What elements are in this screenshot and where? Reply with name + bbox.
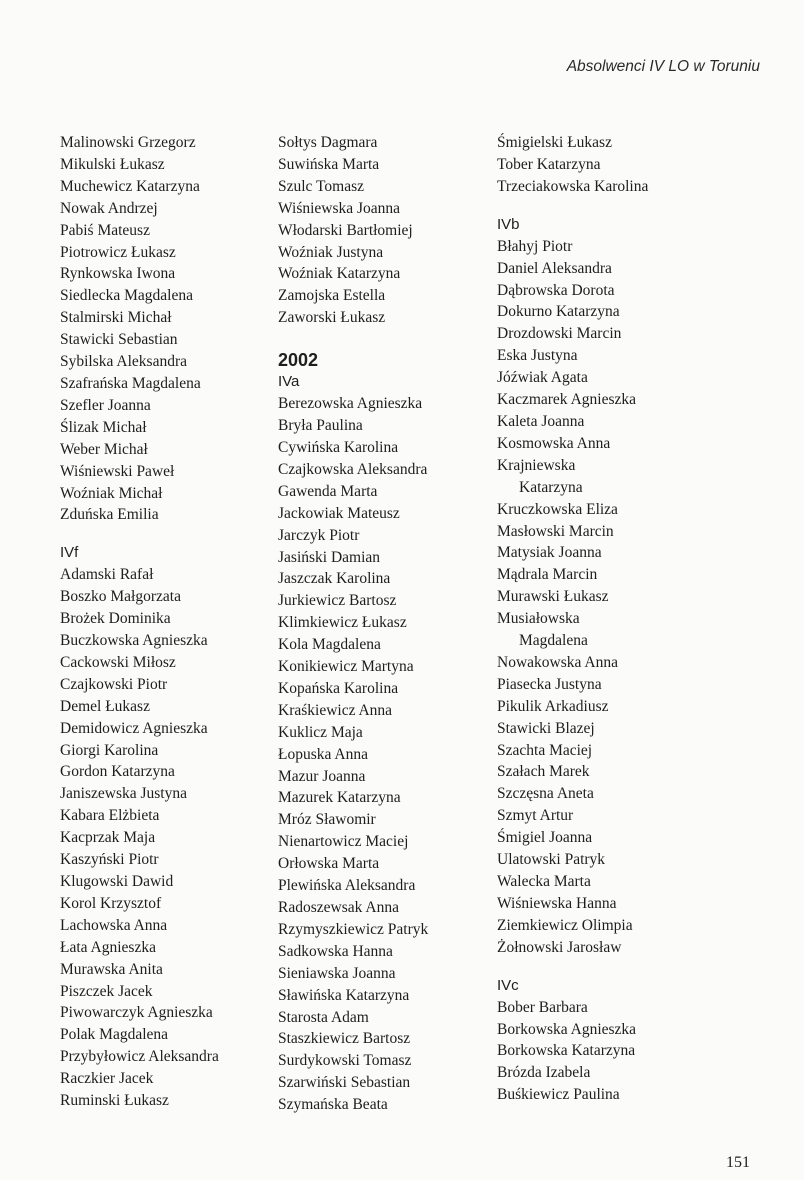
graduate-name: Malinowski Grzegorz (60, 134, 196, 151)
graduate-name: Siedlecka Magdalena (60, 287, 193, 305)
graduate-name: Surdykowski Tomasz (278, 1052, 412, 1070)
graduate-name: Piszczek Jacek (60, 982, 153, 1000)
graduate-name: Cywińska Karolina (278, 438, 399, 456)
graduate-name: Wiśniewska Hanna (497, 894, 617, 912)
graduate-name: Weber Michał (60, 440, 148, 458)
column-1 (60, 132, 219, 1112)
graduate-name: Murawski Łukasz (497, 588, 609, 606)
column-2 (278, 132, 428, 1116)
graduate-name: Błahyj Piotr (497, 237, 573, 255)
graduate-name: Szczęsna Aneta (497, 785, 594, 803)
graduate-name: Trzeciakowska Karolina (497, 177, 649, 195)
graduate-name: Berezowska Agnieszka (278, 395, 423, 413)
graduate-name: Konikiewicz Martyna (278, 658, 414, 676)
graduate-name: Klimkiewicz Łukasz (278, 614, 407, 632)
graduate-name: Zamojska Estella (278, 287, 386, 305)
graduate-name: Jurkiewicz Bartosz (278, 592, 397, 610)
graduate-name: Jackowiak Mateusz (278, 504, 400, 522)
graduate-name: Kraśkiewicz Anna (278, 701, 393, 719)
graduate-name: Klugowski Dawid (60, 873, 174, 890)
graduate-name: Stawicki Sebastian (60, 331, 178, 349)
graduate-name: Szachta Maciej (497, 741, 593, 759)
graduate-name: Daniel Aleksandra (497, 259, 612, 277)
graduate-name: Szymańska Beata (278, 1096, 388, 1114)
graduate-name: Dokurno Katarzyna (497, 303, 620, 321)
graduate-name: Suwińska Marta (278, 155, 380, 173)
graduate-name: Janiszewska Justyna (60, 785, 187, 803)
graduate-name: Piwowarczyk Agnieszka (60, 1004, 213, 1022)
graduate-name: Szafrańska Magdalena (60, 374, 201, 392)
graduate-name: Wiśniewska Joanna (278, 199, 401, 217)
graduate-name: Kaczmarek Agnieszka (497, 391, 637, 409)
graduate-name: Sołtys Dagmara (278, 134, 378, 151)
graduate-name: Czajkowski Piotr (60, 675, 168, 693)
graduate-name: Sadkowska Hanna (278, 942, 393, 960)
graduate-name: Drozdowski Marcin (497, 325, 622, 343)
graduate-name: Dąbrowska Dorota (497, 281, 615, 299)
graduate-name: Mróz Sławomir (278, 811, 376, 829)
graduate-name: Musiałowska (497, 610, 580, 628)
graduate-name: Łata Agnieszka (60, 938, 156, 956)
graduate-name: Murawska Anita (60, 960, 163, 978)
graduate-name: Radoszewsak Anna (278, 899, 399, 916)
graduate-name: Mazur Joanna (278, 767, 366, 785)
graduate-name: Łopuska Anna (278, 745, 368, 763)
graduate-name: Sieniawska Joanna (278, 964, 396, 982)
graduate-name: Mikulski Łukasz (60, 155, 165, 173)
graduate-name: Sybilska Aleksandra (60, 353, 187, 371)
graduate-name: Gawenda Marta (278, 482, 378, 500)
graduate-name: Czajkowska Aleksandra (278, 460, 428, 478)
graduate-name: Wiśniewski Paweł (60, 462, 175, 480)
graduate-name: Giorgi Karolina (60, 741, 159, 759)
graduate-name: Rzymyszkiewicz Patryk (278, 920, 429, 938)
graduate-name: Szarwiński Sebastian (278, 1074, 411, 1092)
graduate-name: Przybyłowicz Aleksandra (60, 1048, 219, 1066)
graduate-name: Gordon Katarzyna (60, 763, 175, 781)
graduate-name: Brożek Dominika (60, 610, 171, 628)
graduate-name: Ruminski Łukasz (60, 1092, 169, 1110)
graduate-name: Matysiak Joanna (497, 544, 602, 562)
graduate-name: Cackowski Miłosz (60, 653, 176, 671)
graduate-name: Szałach Marek (497, 763, 590, 781)
graduate-name: Starosta Adam (278, 1008, 369, 1026)
graduate-name: Piasecka Justyna (497, 675, 602, 693)
graduate-name: Żołnowski Jarosław (497, 938, 622, 956)
column-3 (497, 132, 648, 1106)
graduate-name: Kuklicz Maja (278, 723, 363, 741)
graduate-name: Bryła Paulina (278, 417, 363, 435)
graduate-name: Pabiś Mateusz (60, 221, 150, 239)
graduate-name: Rynkowska Iwona (60, 265, 176, 283)
graduate-name: Ślizak Michał (60, 418, 147, 436)
graduate-name: Kabara Elżbieta (60, 807, 160, 825)
graduate-name: Korol Krzysztof (60, 894, 162, 912)
graduate-name: Pikulik Arkadiusz (497, 697, 609, 715)
graduate-name: Nienartowicz Maciej (278, 833, 409, 851)
graduate-name: Mazurek Katarzyna (278, 789, 401, 807)
graduate-name: Magdalena (519, 632, 588, 650)
graduate-name: Staszkiewicz Bartosz (278, 1030, 411, 1048)
graduate-name: Woźniak Justyna (278, 243, 384, 261)
graduate-name: Sławińska Katarzyna (278, 986, 410, 1004)
graduate-name: Bober Barbara (497, 998, 588, 1016)
graduate-name: Demel Łukasz (60, 697, 150, 715)
graduate-name: Stalmirski Michał (60, 309, 172, 327)
graduate-name: Eska Justyna (497, 347, 578, 365)
graduate-name: Buśkiewicz Paulina (497, 1086, 620, 1104)
graduate-name: Muchewicz Katarzyna (60, 177, 200, 195)
graduate-name: Mądrala Marcin (497, 566, 598, 584)
graduate-name: Demidowicz Agnieszka (60, 719, 208, 737)
graduate-name: Kosmowska Anna (497, 434, 611, 452)
graduate-name: Woźniak Michał (60, 484, 163, 502)
graduate-name: Kacprzak Maja (60, 829, 156, 847)
year-heading: 2002 (278, 350, 319, 371)
graduate-name: Jaszczak Karolina (278, 570, 391, 588)
graduate-name: Jóźwiak Agata (497, 369, 588, 387)
graduate-name: Kaleta Joanna (497, 412, 585, 430)
graduate-name: Nowak Andrzej (60, 199, 158, 217)
graduate-name: Jasiński Damian (278, 548, 381, 566)
graduate-name: Ziemkiewicz Olimpia (497, 916, 633, 934)
graduate-name: Plewińska Aleksandra (278, 877, 416, 895)
graduate-name: Szmyt Artur (497, 807, 574, 825)
graduate-name: Raczkier Jacek (60, 1070, 154, 1088)
graduate-name: Woźniak Katarzyna (278, 265, 401, 283)
graduate-name: Piotrowicz Łukasz (60, 243, 176, 261)
graduate-name: Śmigielski Łukasz (497, 134, 612, 151)
class-heading: IVc (497, 976, 519, 994)
graduate-name: Lachowska Anna (60, 916, 168, 934)
graduate-name: Brózda Izabela (497, 1064, 591, 1082)
graduate-name: Borkowska Katarzyna (497, 1042, 636, 1060)
class-heading: IVb (497, 215, 520, 233)
graduate-name: Nowakowska Anna (497, 653, 618, 671)
class-heading: IVf (60, 544, 79, 562)
graduate-name: Masłowski Marcin (497, 522, 614, 540)
graduate-name: Włodarski Bartłomiej (278, 221, 413, 239)
graduate-name: Kaszyński Piotr (60, 851, 159, 869)
graduate-name: Stawicki Blazej (497, 719, 595, 737)
graduate-name: Śmigiel Joanna (497, 829, 593, 847)
class-heading: IVa (278, 373, 300, 391)
graduate-name: Zduńska Emilia (60, 506, 159, 524)
graduate-name: Orłowska Marta (278, 855, 380, 873)
graduate-name: Katarzyna (519, 478, 583, 496)
graduate-name: Walecka Marta (497, 873, 591, 890)
graduate-name: Kruczkowska Eliza (497, 500, 618, 518)
graduate-name: Buczkowska Agnieszka (60, 632, 208, 650)
graduate-name: Szulc Tomasz (278, 177, 365, 195)
graduate-name: Tober Katarzyna (497, 155, 601, 173)
graduate-name: Adamski Rafał (60, 566, 154, 584)
graduate-name: Zaworski Łukasz (278, 309, 386, 327)
graduate-name: Boszko Małgorzata (60, 588, 181, 606)
graduate-name: Borkowska Agnieszka (497, 1020, 637, 1038)
graduate-name: Kopańska Karolina (278, 679, 399, 697)
graduate-name: Szefler Joanna (60, 396, 151, 414)
graduate-name: Jarczyk Piotr (278, 526, 360, 544)
graduate-name: Krajniewska (497, 456, 576, 474)
running-header: Absolwenci IV LO w Toruniu (566, 58, 760, 75)
graduate-name: Polak Magdalena (60, 1026, 169, 1044)
page-number: 151 (726, 1154, 750, 1171)
graduate-name: Ulatowski Patryk (497, 851, 606, 869)
graduate-name: Kola Magdalena (278, 636, 381, 654)
